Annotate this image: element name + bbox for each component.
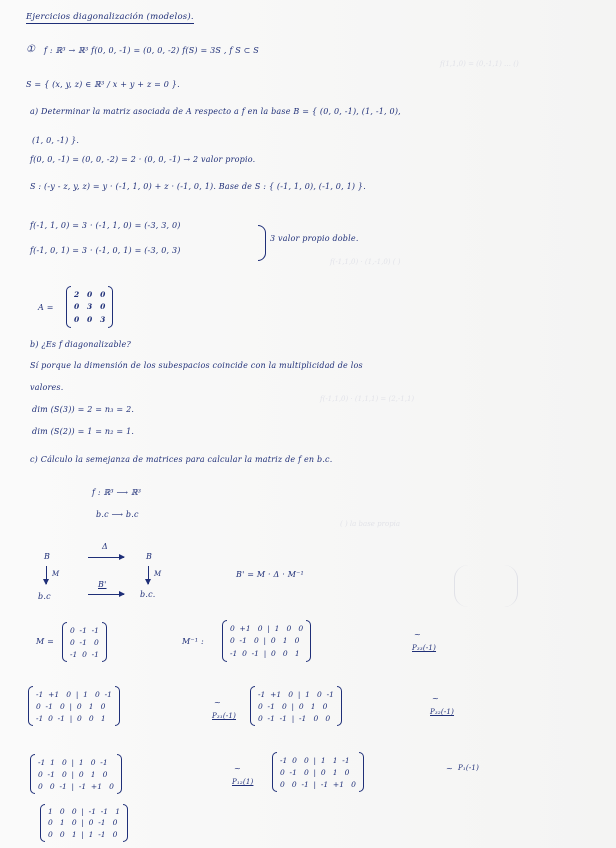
dim-S2: dim (S(2)) = 1 = n₂ = 1.	[32, 427, 135, 436]
diagram-delta-label: Δ	[102, 542, 108, 551]
diagram-node-bc-right: b.c.	[140, 590, 156, 599]
bleed-through-text: f(-1,1,0) · (1,-1,0) ( )	[330, 258, 401, 266]
diagram-M-right: M	[154, 570, 162, 578]
matrix-A	[66, 286, 113, 328]
matrix-row: 0 3 0	[74, 302, 106, 312]
matrix-row: 0 -1 0 | 0 1 0	[36, 701, 106, 711]
matrix-row: -1 0 -1	[70, 649, 99, 659]
matrix-row: 0 +1 0 | 1 0 0	[230, 623, 304, 633]
part-b-answer-1: Sí porque la dimensión de los subespacios coincide con la multiplicidad de los	[30, 361, 363, 370]
diagram-bases: b.c ⟶ b.c	[96, 510, 139, 519]
statement-subspace: S = { (x, y, z) ∈ ℝ³ / x + y + z = 0 }.	[26, 80, 180, 89]
diagram-Bprime-label: B'	[98, 580, 107, 589]
similarity-formula: B' = M · Δ · M⁻¹	[236, 570, 304, 579]
matrix-row: 2 0 0	[74, 289, 106, 299]
matrix-row: -1 +1 0 | 1 0 -1	[36, 689, 112, 699]
matrix-reduction-2	[250, 686, 342, 726]
dim-S3: dim (S(3)) = 2 = n₃ = 2.	[32, 405, 135, 414]
bleed-through-text: ( ) la base propia	[340, 520, 401, 528]
matrix-M-label: M =	[36, 637, 55, 646]
basis-S-line: S : (-y - z, y, z) = y · (-1, 1, 0) + z · (-1, 0, 1). Base de S : { (-1, 1, 0), (-1, 0, 1) }.	[30, 182, 366, 191]
arrow-right	[88, 557, 124, 558]
diagram-M-left: M	[52, 570, 60, 578]
matrix-row: 0 -1 -1 | -1 0 0	[258, 713, 331, 723]
part-c-statement: c) Cálculo la semejanza de matrices para calcular la matriz de f en b.c.	[30, 455, 333, 464]
matrix-reduction-4	[272, 752, 364, 792]
arrow-right	[88, 594, 124, 595]
row-equivalence-symbol: ~	[432, 694, 439, 703]
matrix-M	[62, 622, 107, 662]
row-equivalence-symbol: ~	[414, 630, 421, 639]
page-title: Ejercicios diagonalización (modelos).	[26, 12, 194, 22]
matrix-Minv-label: M⁻¹ :	[182, 637, 204, 646]
eigenvalue-3-line-b: f(-1, 0, 1) = 3 · (-1, 0, 1) = (-3, 0, 3)	[30, 246, 181, 255]
diagram-node-bc: b.c	[38, 592, 51, 601]
arrow-down	[148, 566, 149, 584]
diagram-node-B-right: B	[146, 552, 153, 561]
bleed-through-matrix	[454, 565, 518, 607]
part-a-line-2: (1, 0, -1) }.	[32, 136, 80, 145]
eigenvalue-2-line: f(0, 0, -1) = (0, 0, -2) = 2 · (0, 0, -1) → 2 valor propio.	[30, 155, 256, 164]
curly-brace	[258, 225, 266, 261]
matrix-row: 0 -1 -1	[70, 625, 99, 635]
part-a-line-1: a) Determinar la matriz asociada de A respecto a f en la base B = { (0, 0, -1), (1, -1, 0),	[30, 107, 401, 116]
eigenvalue-3-conclusion: 3 valor propio doble.	[270, 234, 359, 243]
eigenvalue-3-line-a: f(-1, 1, 0) = 3 · (-1, 1, 0) = (-3, 3, 0)	[30, 221, 181, 230]
matrix-row: 0 0 1 | 1 -1 0	[48, 829, 118, 839]
row-equivalence-symbol: ~	[234, 764, 241, 773]
matrix-row: 0 -1 0	[70, 637, 99, 647]
row-op-2: P₃₁(-1)	[212, 712, 237, 720]
matrix-reduction-1	[28, 686, 120, 726]
row-op-1: P₃₃(-1)	[412, 644, 437, 652]
matrix-row: 1 0 0 | -1 -1 1	[48, 807, 120, 817]
statement-map: f : ℝ³ → ℝ³ f(0, 0, -1) = (0, 0, -2) f(S) = 3S , f S ⊂ S	[44, 46, 259, 55]
matrix-reduction-3	[30, 754, 122, 794]
matrix-row: 0 -1 0 | 0 1 0	[280, 767, 350, 777]
bleed-through-text: f(-1,1,0) · (1,1,1) = (2,-1,1)	[320, 395, 415, 403]
matrix-Minv-augmented	[222, 620, 311, 662]
matrix-row: -1 0 0 | 1 1 -1	[280, 755, 350, 765]
matrix-row: -1 0 -1 | 0 0 1	[36, 713, 106, 723]
part-b-answer-2: valores.	[30, 383, 64, 392]
matrix-row: 0 0 -1 | -1 +1 0	[280, 779, 356, 789]
part-b-question: b) ¿Es f diagonalizable?	[30, 340, 131, 349]
matrix-row: -1 +1 0 | 1 0 -1	[258, 689, 334, 699]
row-equivalence-symbol: ~	[214, 698, 221, 707]
matrix-final	[40, 804, 128, 842]
diagram-node-B: B	[44, 552, 51, 561]
row-equivalence-symbol: ~	[446, 764, 453, 773]
matrix-row: -1 1 0 | 1 0 -1	[38, 757, 108, 767]
matrix-row: 0 -1 0 | 0 1 0	[230, 636, 300, 646]
matrix-row: -1 0 -1 | 0 0 1	[230, 649, 300, 659]
matrix-row: 0 0 -1 | -1 +1 0	[38, 781, 114, 791]
matrix-row: 0 -1 0 | 0 1 0	[38, 769, 108, 779]
arrow-down	[46, 566, 47, 584]
diagram-map: f : ℝ³ ⟶ ℝ³	[92, 488, 142, 497]
row-op-3: P₃₂(-1)	[430, 708, 455, 716]
problem-number: ①	[26, 44, 36, 55]
row-op-4: P₁₂(1)	[232, 778, 254, 786]
matrix-row: 0 0 3	[74, 315, 106, 325]
matrix-row: 0 -1 0 | 0 1 0	[258, 701, 328, 711]
matrix-row: 0 1 0 | 0 -1 0	[48, 818, 118, 828]
bleed-through-text: f(1,1,0) = (0,-1,1) … ()	[440, 60, 519, 68]
matrix-A-label: A =	[38, 303, 54, 312]
row-op-5: P₁(-1)	[458, 764, 479, 772]
